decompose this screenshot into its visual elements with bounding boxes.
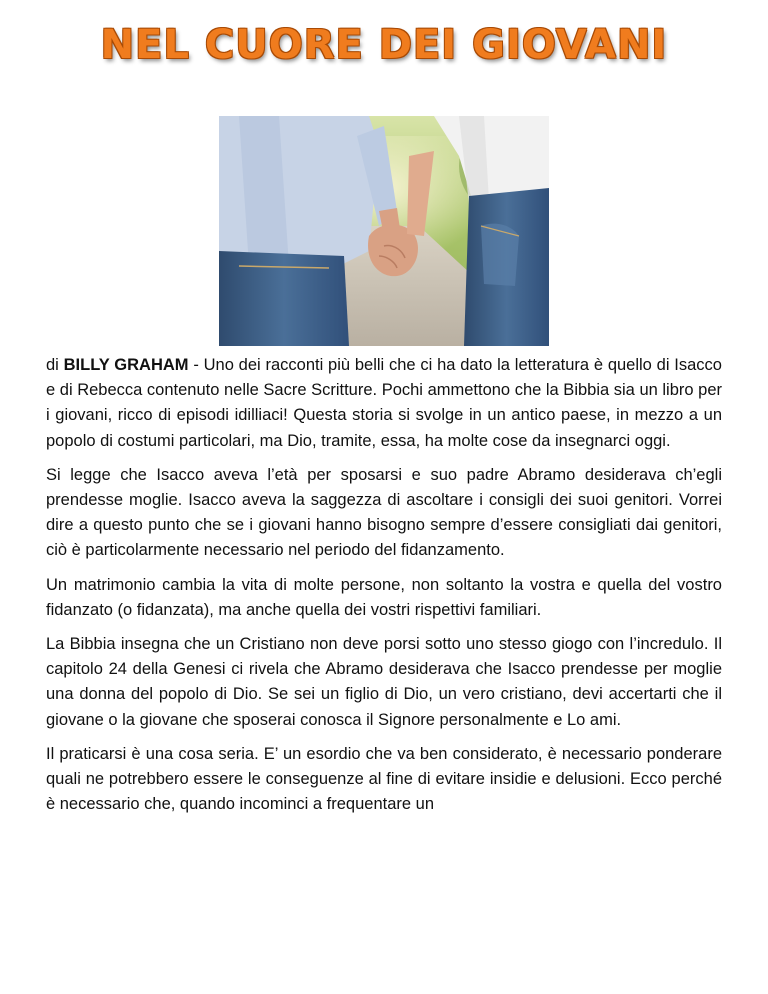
- page-title: NEL CUORE DEI GIOVANI: [100, 22, 668, 68]
- article-paragraph: Il praticarsi è una cosa seria. E’ un esordio che va ben considerato, è necessario ponderare quali ne potrebbero essere le conseguenze al fine di evitare insidie e delusioni. Ecco perché è necessario che, quando incominci a frequentare un: [46, 744, 722, 814]
- byline-prefix: di: [46, 356, 64, 374]
- article-paragraph: [46, 353, 722, 454]
- byline-separator: -: [188, 356, 204, 374]
- article-paragraph: Un matrimonio cambia la vita di molte persone, non soltanto la vostra e quella del vostro fidanzato (o fidanzata), ma anche quella dei vostri rispettivi familiari.: [46, 575, 722, 619]
- couple-holding-hands-image: [219, 116, 549, 346]
- article-body: [46, 353, 722, 826]
- article-paragraph: Si legge che Isacco aveva l’età per sposarsi e suo padre Abramo desiderava ch’egli prendesse moglie. Isacco aveva la saggezza di ascoltare i consigli dei suoi genitori. Vorrei dire a questo punto che se i giovani hanno bisogno sempre d’essere consigliati dai genitori, ciò è particolarmente necessario nel periodo del fidanzamento.: [46, 465, 722, 560]
- author-name: BILLY GRAHAM: [63, 356, 189, 374]
- paragraph-1-text: Uno dei racconti più belli che ci ha dato la letteratura è quello di Isacco e di Rebecca contenuto nelle Sacre Scritture. Pochi ammettono che la Bibbia sia un libro per i giovani, ricco di episodi idilliaci! Questa storia si svolge in un antico paese, in mezzo a un popolo di costumi particolari, ma Dio, tramite, essa, ha molte cose da insegnarci oggi.: [46, 356, 722, 450]
- article-paragraph: La Bibbia insegna che un Cristiano non deve porsi sotto uno stesso giogo con l’incredulo. Il capitolo 24 della Genesi ci rivela che Abramo desiderava che Isacco prendesse per moglie una donna del popolo di Dio. Se sei un figlio di Dio, un vero cristiano, devi accertarti che il giovane o la giovane che sposerai conosca il Signore personalmente e Lo ami.: [46, 635, 722, 729]
